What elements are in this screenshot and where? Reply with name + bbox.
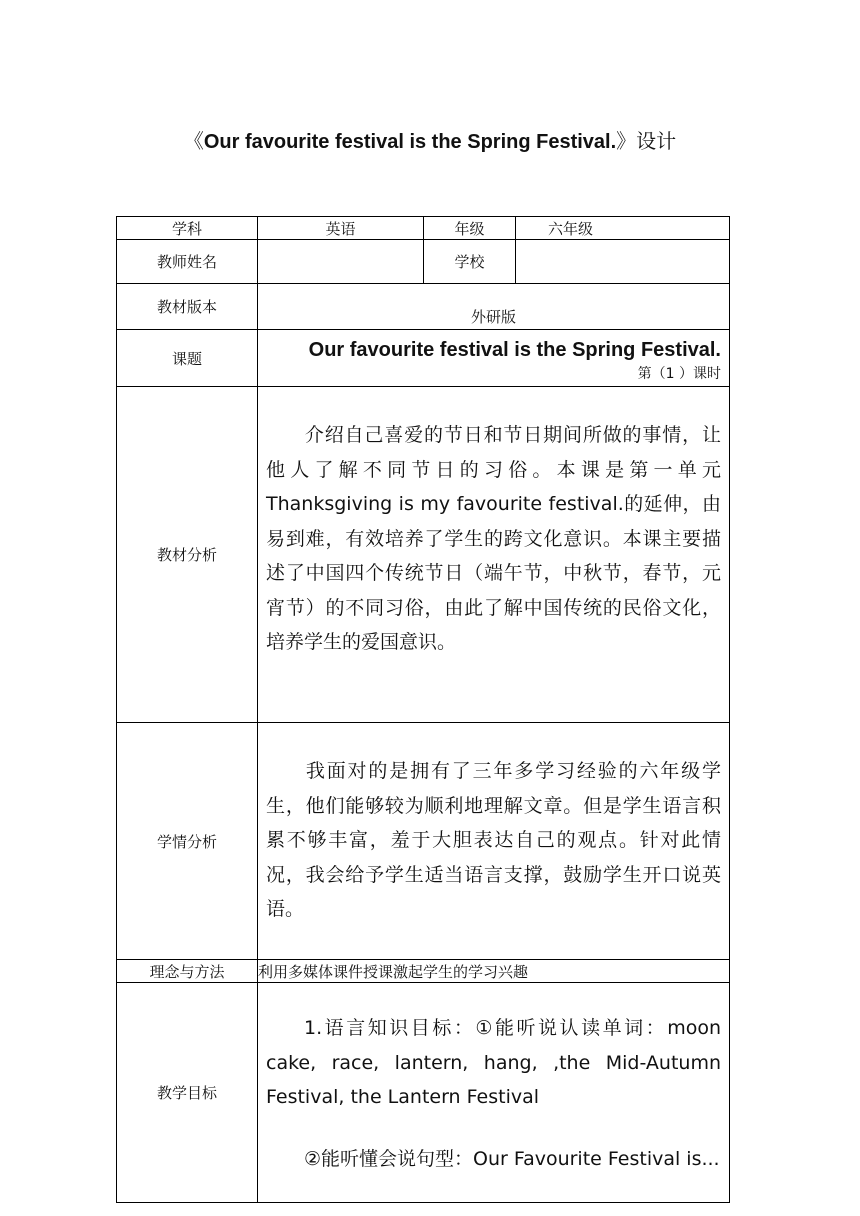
method-value: 利用多媒体课件授课激起学生的学习兴趣 [258, 960, 730, 983]
situation-label: 学情分析 [117, 723, 258, 960]
school-label: 学校 [424, 240, 516, 284]
edition-row [117, 284, 730, 330]
goal-text-1: 1.语言知识目标：①能听说认读单词：moon cake, race, lantern, hang, ,the Mid-Autumn Festival, the Lantern Festival [266, 1017, 721, 1108]
topic-title: Our favourite festival is the Spring Festival. [308, 339, 721, 361]
goal-paragraph-1 [258, 1011, 729, 1115]
goal-text-2: ②能听懂会说句型：Our Favourite Festival is... [304, 1147, 720, 1170]
title-english: Our favourite festival is the Spring Festival. [203, 131, 617, 153]
grade-value: 六年级 [516, 217, 730, 240]
edition-label: 教材版本 [117, 284, 258, 330]
method-label: 理念与方法 [117, 960, 258, 983]
situation-cell [258, 723, 730, 960]
situation-paragraph [258, 754, 729, 927]
topic-cell [258, 330, 730, 387]
subject-row [117, 217, 730, 240]
analysis-text: 介绍自己喜爱的节日和节日期间所做的事情，让他人了解不同节日的习俗。本课是第一单元Thanksgiving is my favourite festival.的延伸，由易到难，有效培养了学生的跨文化意识。本课主要描述了中国四个传统节日（端午节，中秋节，春节，元宵节）的不同习俗，由此了解中国传统的民俗文化，培养学生的爱国意识。 [266, 424, 721, 653]
title-prefix: 《 [183, 129, 204, 153]
analysis-paragraph [258, 418, 729, 660]
analysis-cell [258, 387, 730, 723]
method-row [117, 960, 730, 983]
teacher-value [258, 240, 424, 284]
subject-label: 学科 [117, 217, 258, 240]
teacher-label: 教师姓名 [117, 240, 258, 284]
edition-value: 外研版 [258, 284, 730, 330]
school-value [516, 240, 730, 284]
situation-row [117, 723, 730, 960]
topic-period: 第（1 ）课时 [637, 366, 721, 382]
topic-label: 课题 [117, 330, 258, 387]
lesson-plan-table [116, 216, 730, 1203]
analysis-row [117, 387, 730, 723]
analysis-label: 教材分析 [117, 387, 258, 723]
situation-text: 我面对的是拥有了三年多学习经验的六年级学生，他们能够较为顺利地理解文章。但是学生语言积累不够丰富，羞于大胆表达自己的观点。针对此情况，我会给予学生适当语言支撑，鼓励学生开口说英语。 [266, 760, 721, 920]
goal-row [117, 983, 730, 1203]
document-title [0, 125, 860, 154]
title-suffix: 》设计 [616, 129, 677, 153]
goal-cell [258, 983, 730, 1203]
topic-row [117, 330, 730, 387]
subject-value: 英语 [258, 217, 424, 240]
goal-label: 教学目标 [117, 983, 258, 1203]
teacher-row [117, 240, 730, 284]
goal-paragraph-2 [258, 1142, 729, 1177]
grade-label: 年级 [424, 217, 516, 240]
